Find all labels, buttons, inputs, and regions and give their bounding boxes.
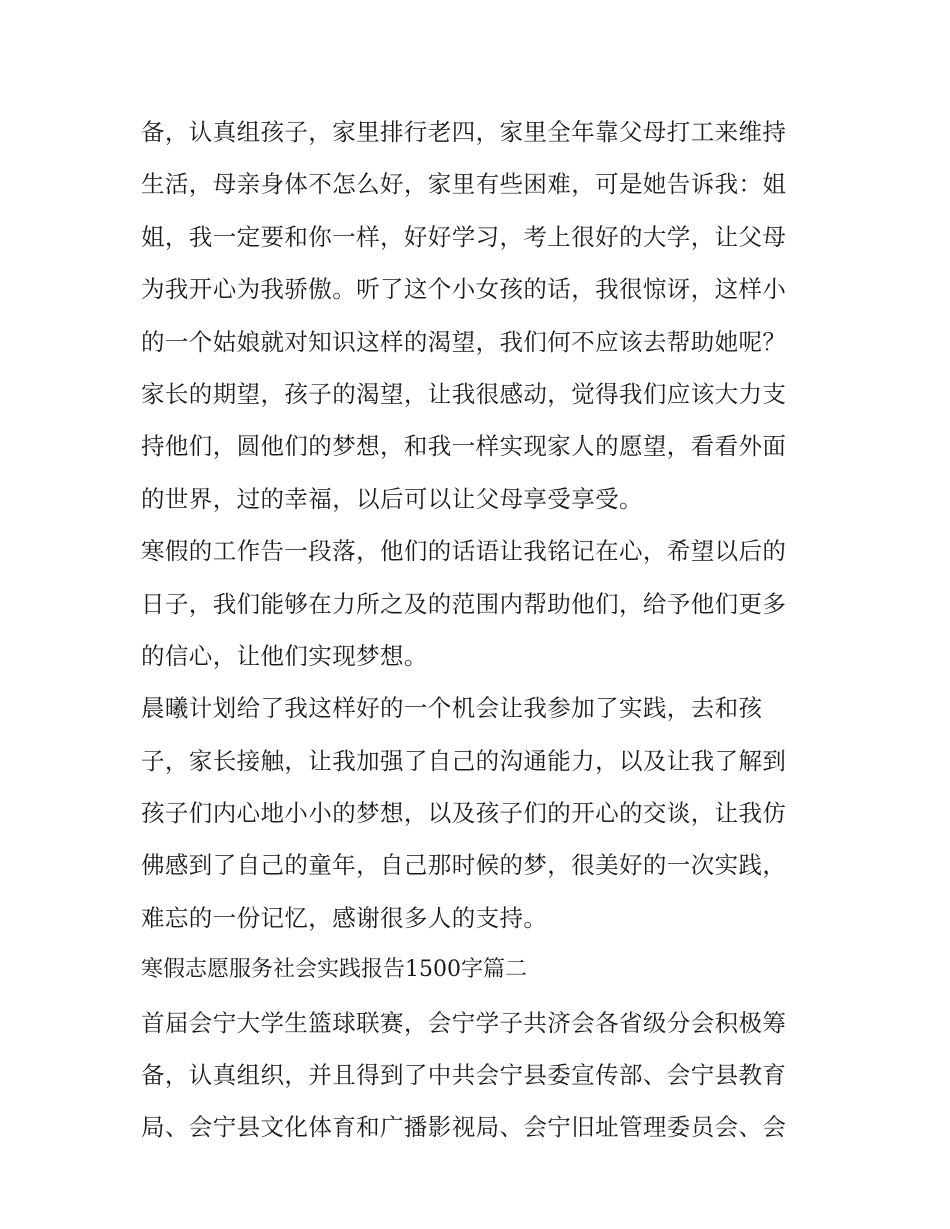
text-line: 子，家长接触，让我加强了自己的沟通能力，以及让我了解到 <box>141 746 787 775</box>
text-line: 的一个姑娘就对知识这样的渴望，我们何不应该去帮助她呢？ <box>141 327 787 356</box>
section-heading: 寒假志愿服务社会实践报告1500字篇二 <box>141 957 527 983</box>
text-line: 寒假的工作告一段落，他们的话语让我铭记在心，希望以后的 <box>141 537 787 566</box>
text-line: 晨曦计划给了我这样好的一个机会让我参加了实践，去和孩 <box>141 694 763 723</box>
text-line: 为我开心为我骄傲。听了这个小女孩的话，我很惊讶，这样小 <box>141 275 787 304</box>
text-line: 局、会宁县文化体育和广播影视局、会宁旧址管理委员会、会 <box>141 1113 787 1142</box>
text-line: 备，认真组织，并且得到了中共会宁县委宣传部、会宁县教育 <box>141 1061 787 1090</box>
text-line: 孩子们内心地小小的梦想，以及孩子们的开心的交谈，让我仿 <box>141 799 787 828</box>
text-line: 难忘的一份记忆，感谢很多人的支持。 <box>141 903 548 932</box>
text-line: 佛感到了自己的童年，自己那时候的梦，很美好的一次实践， <box>141 851 787 880</box>
text-line: 持他们，圆他们的梦想，和我一样实现家人的愿望，看看外面 <box>141 432 787 461</box>
text-line: 首届会宁大学生篮球联赛，会宁学子共济会各省级分会积极筹 <box>141 1008 787 1037</box>
text-line: 的信心，让他们实现梦想。 <box>141 641 428 670</box>
text-line: 生活，母亲身体不怎么好，家里有些困难，可是她告诉我：姐 <box>141 170 787 199</box>
text-line: 家长的期望，孩子的渴望，让我很感动，觉得我们应该大力支 <box>141 379 787 408</box>
text-line: 备，认真组孩子，家里排行老四，家里全年靠父母打工来维持 <box>141 118 787 146</box>
text-line: 日子，我们能够在力所之及的范围内帮助他们，给予他们更多 <box>141 589 787 618</box>
text-line: 姐，我一定要和你一样，好好学习，考上很好的大学，让父母 <box>141 222 787 251</box>
body-text <box>141 106 821 1154</box>
text-line: 的世界，过的幸福，以后可以让父母享受享受。 <box>141 484 643 513</box>
